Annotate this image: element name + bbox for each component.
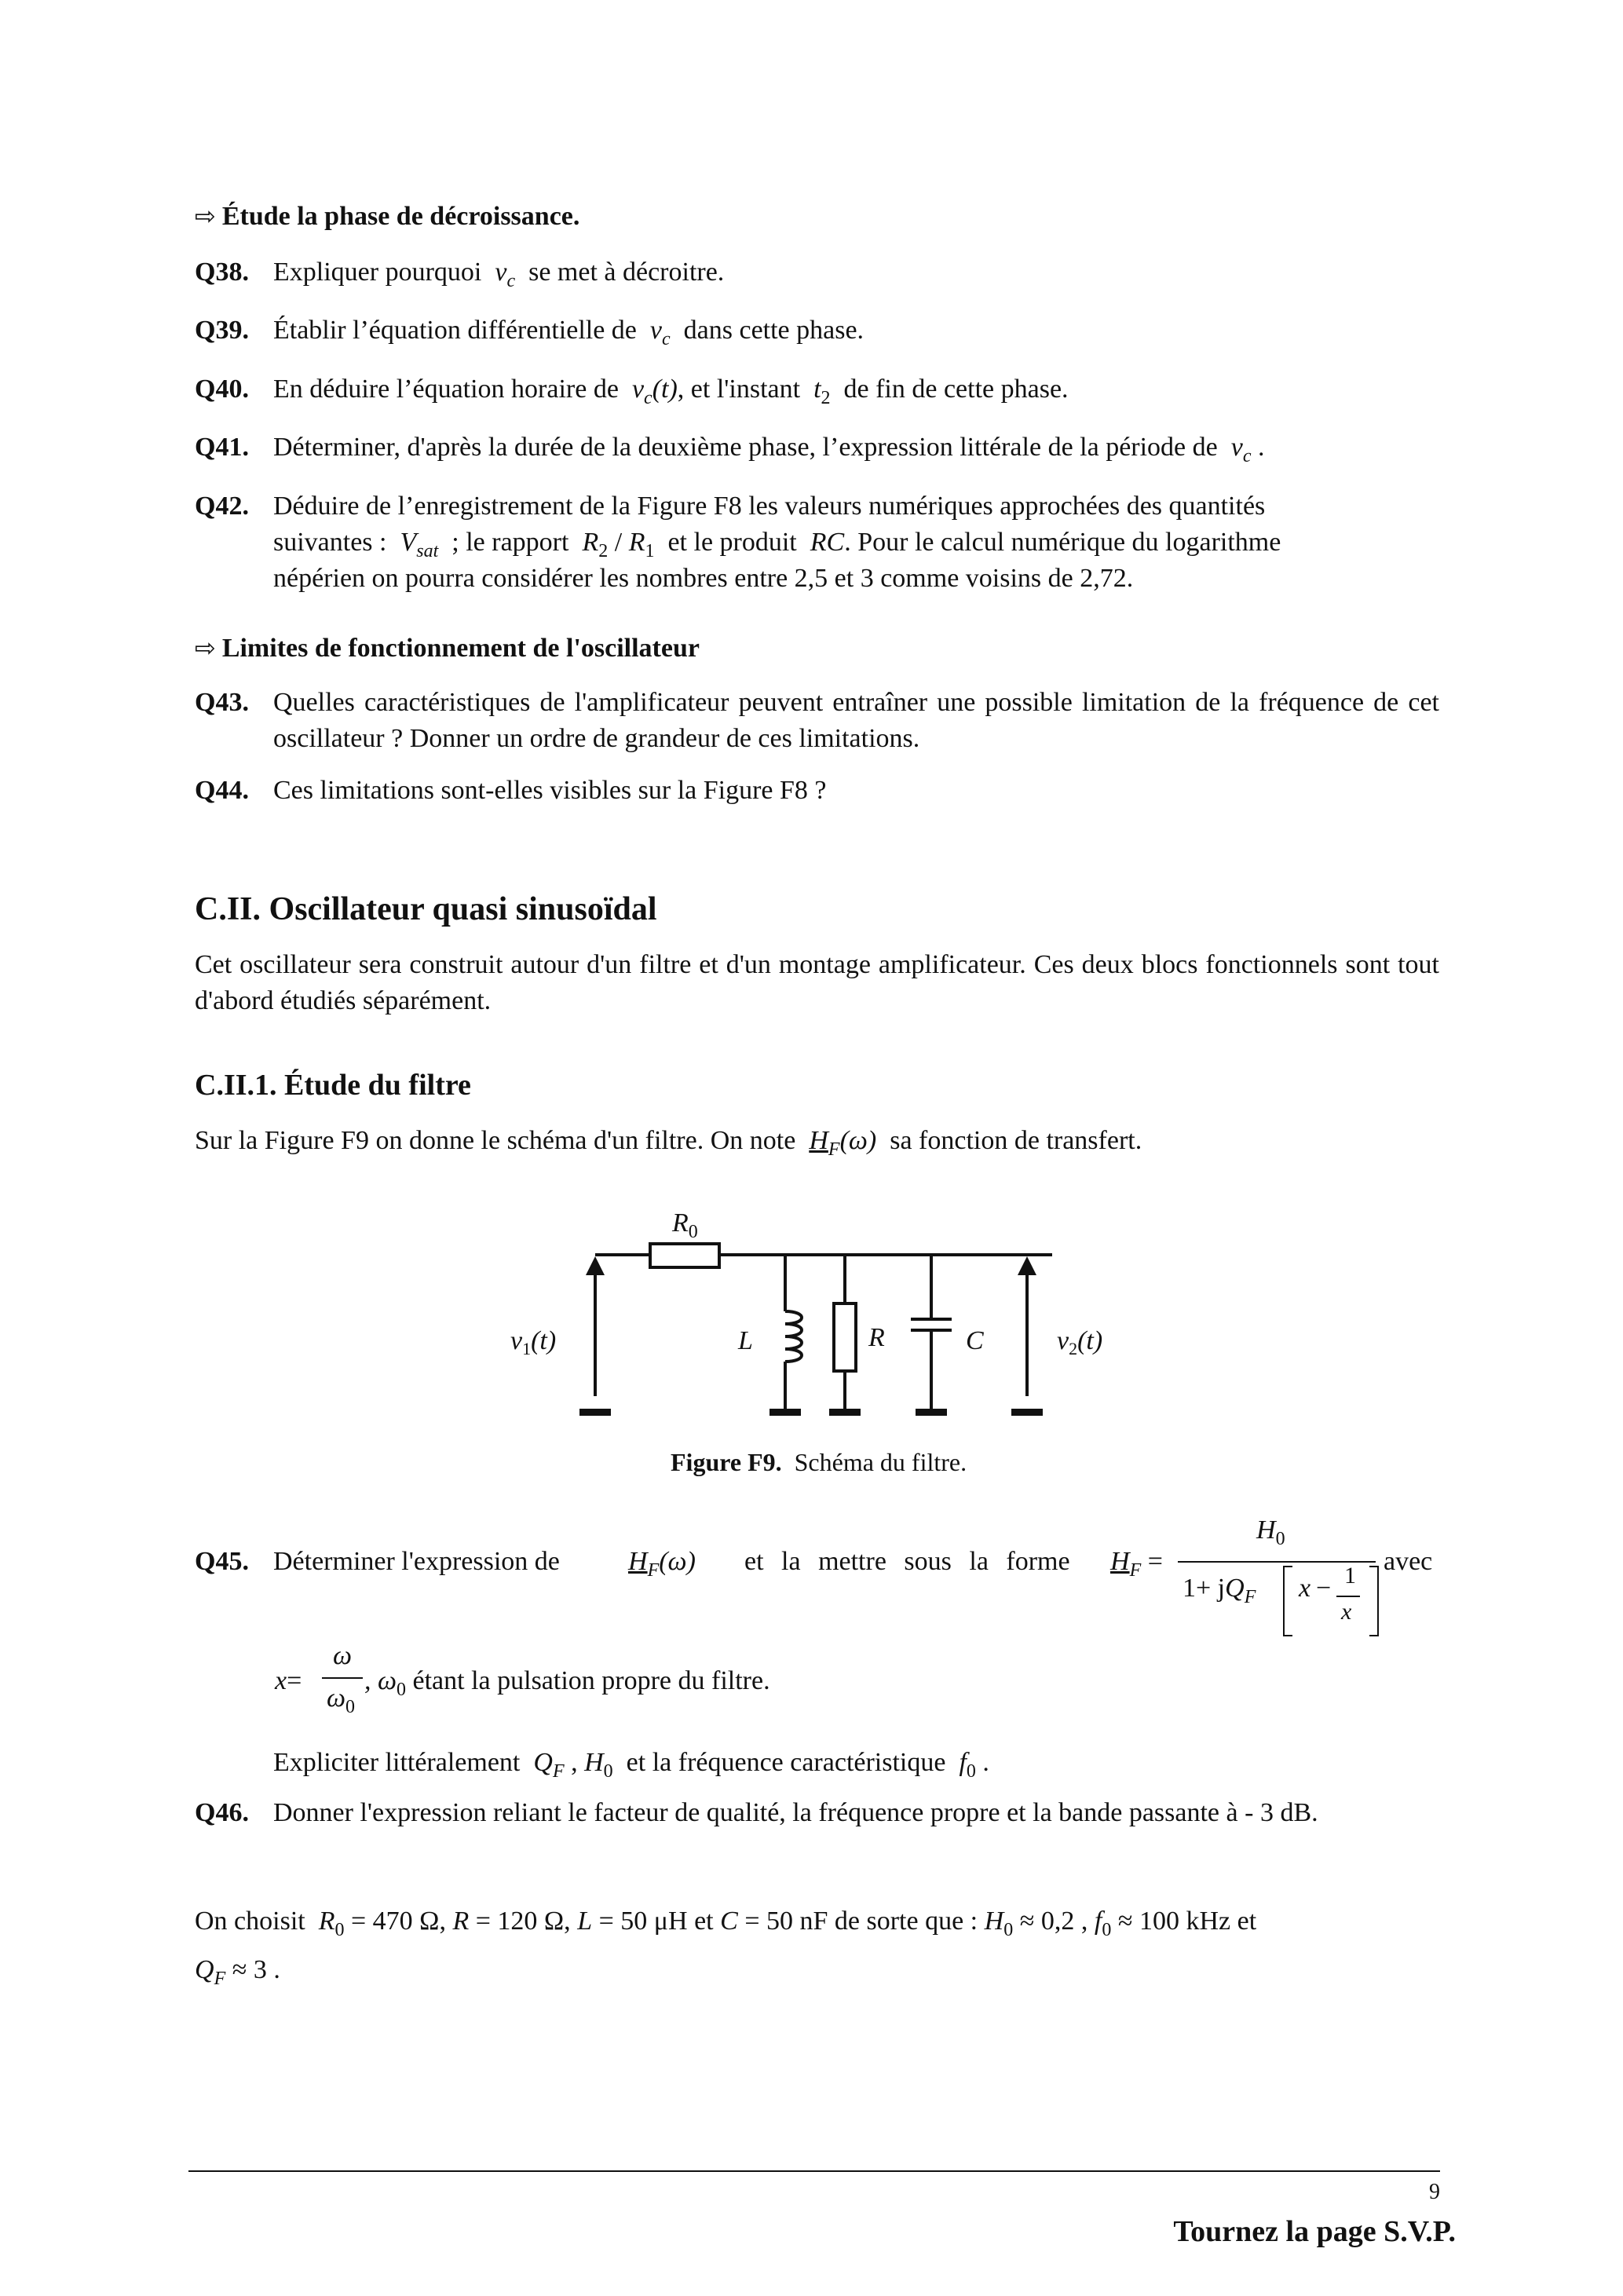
resistor-r: [834, 1303, 856, 1371]
value: = 50 μH: [592, 1907, 688, 1936]
math-minus: −: [1316, 1574, 1332, 1603]
math-var: , ω: [364, 1666, 397, 1695]
question-number: Q41.: [195, 433, 249, 462]
text: .: [982, 1748, 989, 1777]
text: sa fonction de transfert.: [890, 1126, 1142, 1155]
math-var: v: [631, 375, 645, 404]
right-bracket: [1369, 1566, 1379, 1636]
math-var: ω: [327, 1684, 346, 1713]
math-text: 1+ j: [1183, 1574, 1226, 1603]
arrowhead: [1018, 1256, 1036, 1275]
math-var: H: [628, 1547, 648, 1576]
xdef-text: [364, 1666, 770, 1700]
ground-bar: [769, 1409, 801, 1416]
math-sub: 2: [598, 541, 609, 561]
value: ≈ 3 .: [225, 1955, 280, 1984]
math-var: v: [649, 316, 662, 345]
math-sub: c: [644, 388, 652, 408]
text: Quelles caractéristiques de l'amplificateur peuvent entraîner une possible limitation de la fréquence de cet oscillateur ? Donner un ordre de grandeur de ces limitations.: [273, 688, 1439, 753]
arrow-icon: ⇨: [195, 201, 216, 231]
text: népérien on pourra considérer les nombres entre 2,5 et 3 comme voisins de 2,72.: [273, 564, 1134, 593]
math-var: Q: [533, 1748, 553, 1777]
text: de fin de cette phase.: [843, 375, 1069, 404]
text: et le produit: [667, 528, 797, 557]
question-number: Q42.: [195, 492, 249, 521]
math-arg: (ω): [659, 1547, 696, 1576]
math-var: H: [809, 1126, 828, 1155]
math-sub: 0: [966, 1761, 976, 1782]
math-var: C: [720, 1907, 738, 1936]
text: On choisit: [195, 1907, 305, 1936]
turn-page-note: Tournez la page S.V.P.: [1173, 2215, 1456, 2248]
text: ; le rapport: [451, 528, 569, 557]
text: Établir l’équation différentielle de: [273, 316, 637, 345]
question-number: Q43.: [195, 688, 249, 717]
text: Donner l'expression reliant le facteur de qualité, la fréquence propre et la bande passante à - 3 dB.: [273, 1798, 1318, 1827]
math-sub: 0: [345, 1697, 356, 1717]
math-var: V: [400, 528, 417, 557]
ground-bar: [916, 1409, 947, 1416]
q45-hf: [628, 1544, 696, 1580]
text: et: [1230, 1907, 1257, 1936]
question-number: Q46.: [195, 1798, 249, 1827]
section-c21-intro: [195, 1123, 1439, 1159]
math-sub: 0: [603, 1761, 613, 1782]
question-q39: [195, 313, 1439, 349]
q45-hf-lhs: [1110, 1544, 1163, 1580]
figure-caption: [671, 1448, 967, 1477]
text: étant la pulsation propre du filtre.: [406, 1666, 770, 1695]
text: Déterminer l'expression de: [273, 1547, 560, 1576]
question-q42: [195, 488, 1439, 597]
text: , et l'instant: [677, 375, 801, 404]
label-r0: $R_0$: [672, 1208, 698, 1242]
math-sub: F: [214, 1969, 226, 1989]
math-sub: F: [1244, 1587, 1256, 1607]
text: dans cette phase.: [683, 316, 865, 345]
component-values: [195, 1897, 1439, 1994]
math-var: H: [584, 1748, 604, 1777]
ground-bar: [579, 1409, 611, 1416]
question-number: Q44.: [195, 776, 249, 805]
math-var: Q: [195, 1955, 214, 1984]
math-sub: 0: [1275, 1529, 1285, 1549]
math-var: ω: [333, 1641, 353, 1670]
resistor-r0: [650, 1244, 719, 1267]
page-number: 9: [1429, 2180, 1440, 2204]
section-c21-title: C.II.1. Étude du filtre: [195, 1069, 471, 1102]
text: de sorte que :: [828, 1907, 985, 1936]
question-number: Q40.: [195, 375, 249, 404]
question-q40: [195, 371, 1439, 408]
math-one: 1: [1344, 1563, 1356, 1589]
value: = 50 nF: [737, 1907, 828, 1936]
math-var: R: [628, 528, 645, 557]
arrow-icon: ⇨: [195, 633, 216, 663]
math-sub: sat: [416, 541, 439, 561]
label-v1: $v_1(t)$: [510, 1326, 557, 1358]
text: .: [1257, 433, 1265, 462]
math-sub: F: [552, 1761, 565, 1782]
math-var: L: [577, 1907, 593, 1936]
math-arg: (ω): [839, 1126, 877, 1155]
question-number: Q45.: [195, 1547, 249, 1576]
question-q46: [195, 1795, 1439, 1831]
ground-bar: [829, 1409, 861, 1416]
fraction-bar: [322, 1677, 363, 1679]
math-sub: c: [506, 271, 516, 291]
q45-numerator: [1256, 1515, 1285, 1549]
text: En déduire l’équation horaire de: [273, 375, 619, 404]
math-sub: 1: [645, 541, 655, 561]
math-sub: 0: [334, 1920, 345, 1940]
math-sub: c: [662, 329, 671, 349]
q45-line1-text: [273, 1544, 560, 1580]
section-c2-intro: Cet oscillateur sera construit autour d'un filtre et d'un montage amplificateur. Ces deux blocs fonctionnels sont tout d'abord étudiés séparément.: [195, 950, 1439, 1015]
math-sub: F: [828, 1139, 840, 1160]
value: ≈ 100 kHz: [1111, 1907, 1231, 1936]
text: Déduire de l’enregistrement de la Figure F8 les valeurs numériques approchées des quantités: [273, 492, 1266, 521]
section-limits-heading: [195, 633, 700, 664]
math-var: x: [1341, 1599, 1352, 1625]
math-var: H: [984, 1907, 1004, 1936]
text: /: [608, 528, 629, 557]
text: se met à décroitre.: [528, 258, 725, 287]
text: Ces limitations sont-elles visibles sur la Figure F8 ?: [273, 776, 827, 805]
math-var: t: [813, 375, 821, 404]
ground-bar: [1011, 1409, 1043, 1416]
math-var: f: [1094, 1907, 1102, 1936]
math-var: Q: [1225, 1574, 1245, 1603]
caption-text: Schéma du filtre.: [794, 1448, 967, 1476]
math-arg: (t): [652, 375, 678, 404]
question-q38: [195, 254, 1439, 291]
text: Expliciter littéralement: [273, 1748, 521, 1777]
caption-label: Figure F9.: [671, 1448, 782, 1476]
q45-explicit: [273, 1745, 989, 1781]
section-decay-heading: [195, 201, 579, 232]
question-q41: [195, 430, 1439, 466]
section-decay-title: Étude la phase de décroissance.: [221, 202, 580, 231]
text: Sur la Figure F9 on donne le schéma d'un filtre. On note: [195, 1126, 796, 1155]
q45-post-text: avec: [1384, 1547, 1433, 1576]
value: = 470 Ω,: [344, 1907, 453, 1936]
math-eq: =: [287, 1666, 302, 1695]
label-r: R: [868, 1323, 885, 1352]
math-sub: 2: [821, 388, 831, 408]
omega0: [327, 1684, 356, 1717]
section-limits-title: Limites de fonctionnement de l'oscillateur: [221, 634, 700, 663]
text: ,: [564, 1748, 585, 1777]
inductor-l: [785, 1311, 802, 1362]
math-var: v: [1230, 433, 1243, 462]
q45-mid-text: et la mettre sous la forme: [744, 1547, 1070, 1576]
q45-denominator: [1183, 1574, 1256, 1607]
math-var: x: [1299, 1574, 1311, 1603]
arrowhead: [586, 1256, 605, 1275]
math-var: R: [318, 1907, 335, 1936]
question-number: Q38.: [195, 258, 249, 287]
math-var: v: [495, 258, 507, 287]
text: Déterminer, d'après la durée de la deuxième phase, l’expression littérale de la période de: [273, 433, 1218, 462]
math-var: f: [959, 1748, 967, 1777]
text: et la fréquence caractéristique: [626, 1748, 946, 1777]
value: = 120 Ω,: [469, 1907, 578, 1936]
question-q45: [195, 1544, 249, 1580]
math-sub: F: [647, 1560, 660, 1581]
text: et: [687, 1907, 721, 1936]
left-bracket: [1283, 1566, 1292, 1636]
section-c2-title: C.II. Oscillateur quasi sinusoïdal: [195, 891, 657, 927]
math-var: H: [1256, 1515, 1276, 1545]
text: Expliquer pourquoi: [273, 258, 482, 287]
text: . Pour le calcul numérique du logarithme: [844, 528, 1281, 557]
math-var: H: [1110, 1547, 1130, 1576]
footer-rule: [188, 2170, 1440, 2172]
text: suivantes :: [273, 528, 387, 557]
math-var: x: [275, 1666, 287, 1695]
math-eq: =: [1147, 1547, 1163, 1576]
label-v2: $v_2(t)$: [1057, 1326, 1103, 1358]
xdef-lhs: [275, 1666, 302, 1696]
question-q43: [195, 685, 1439, 757]
math-var: RC: [810, 528, 845, 557]
math-sub: 0: [1003, 1920, 1014, 1940]
fraction-bar: [1336, 1596, 1360, 1597]
label-l: L: [738, 1326, 753, 1355]
math-sub: 0: [1102, 1920, 1112, 1940]
math-var: R: [582, 528, 599, 557]
math-sub: F: [1129, 1560, 1142, 1581]
filter-circuit-diagram: [471, 1178, 1146, 1445]
math-var: R: [452, 1907, 470, 1936]
question-number: Q39.: [195, 316, 249, 345]
label-c: C: [966, 1326, 984, 1355]
math-sub: 0: [397, 1680, 407, 1700]
question-q44: [195, 773, 1439, 809]
value: ≈ 0,2 ,: [1013, 1907, 1095, 1936]
math-sub: c: [1242, 446, 1252, 466]
